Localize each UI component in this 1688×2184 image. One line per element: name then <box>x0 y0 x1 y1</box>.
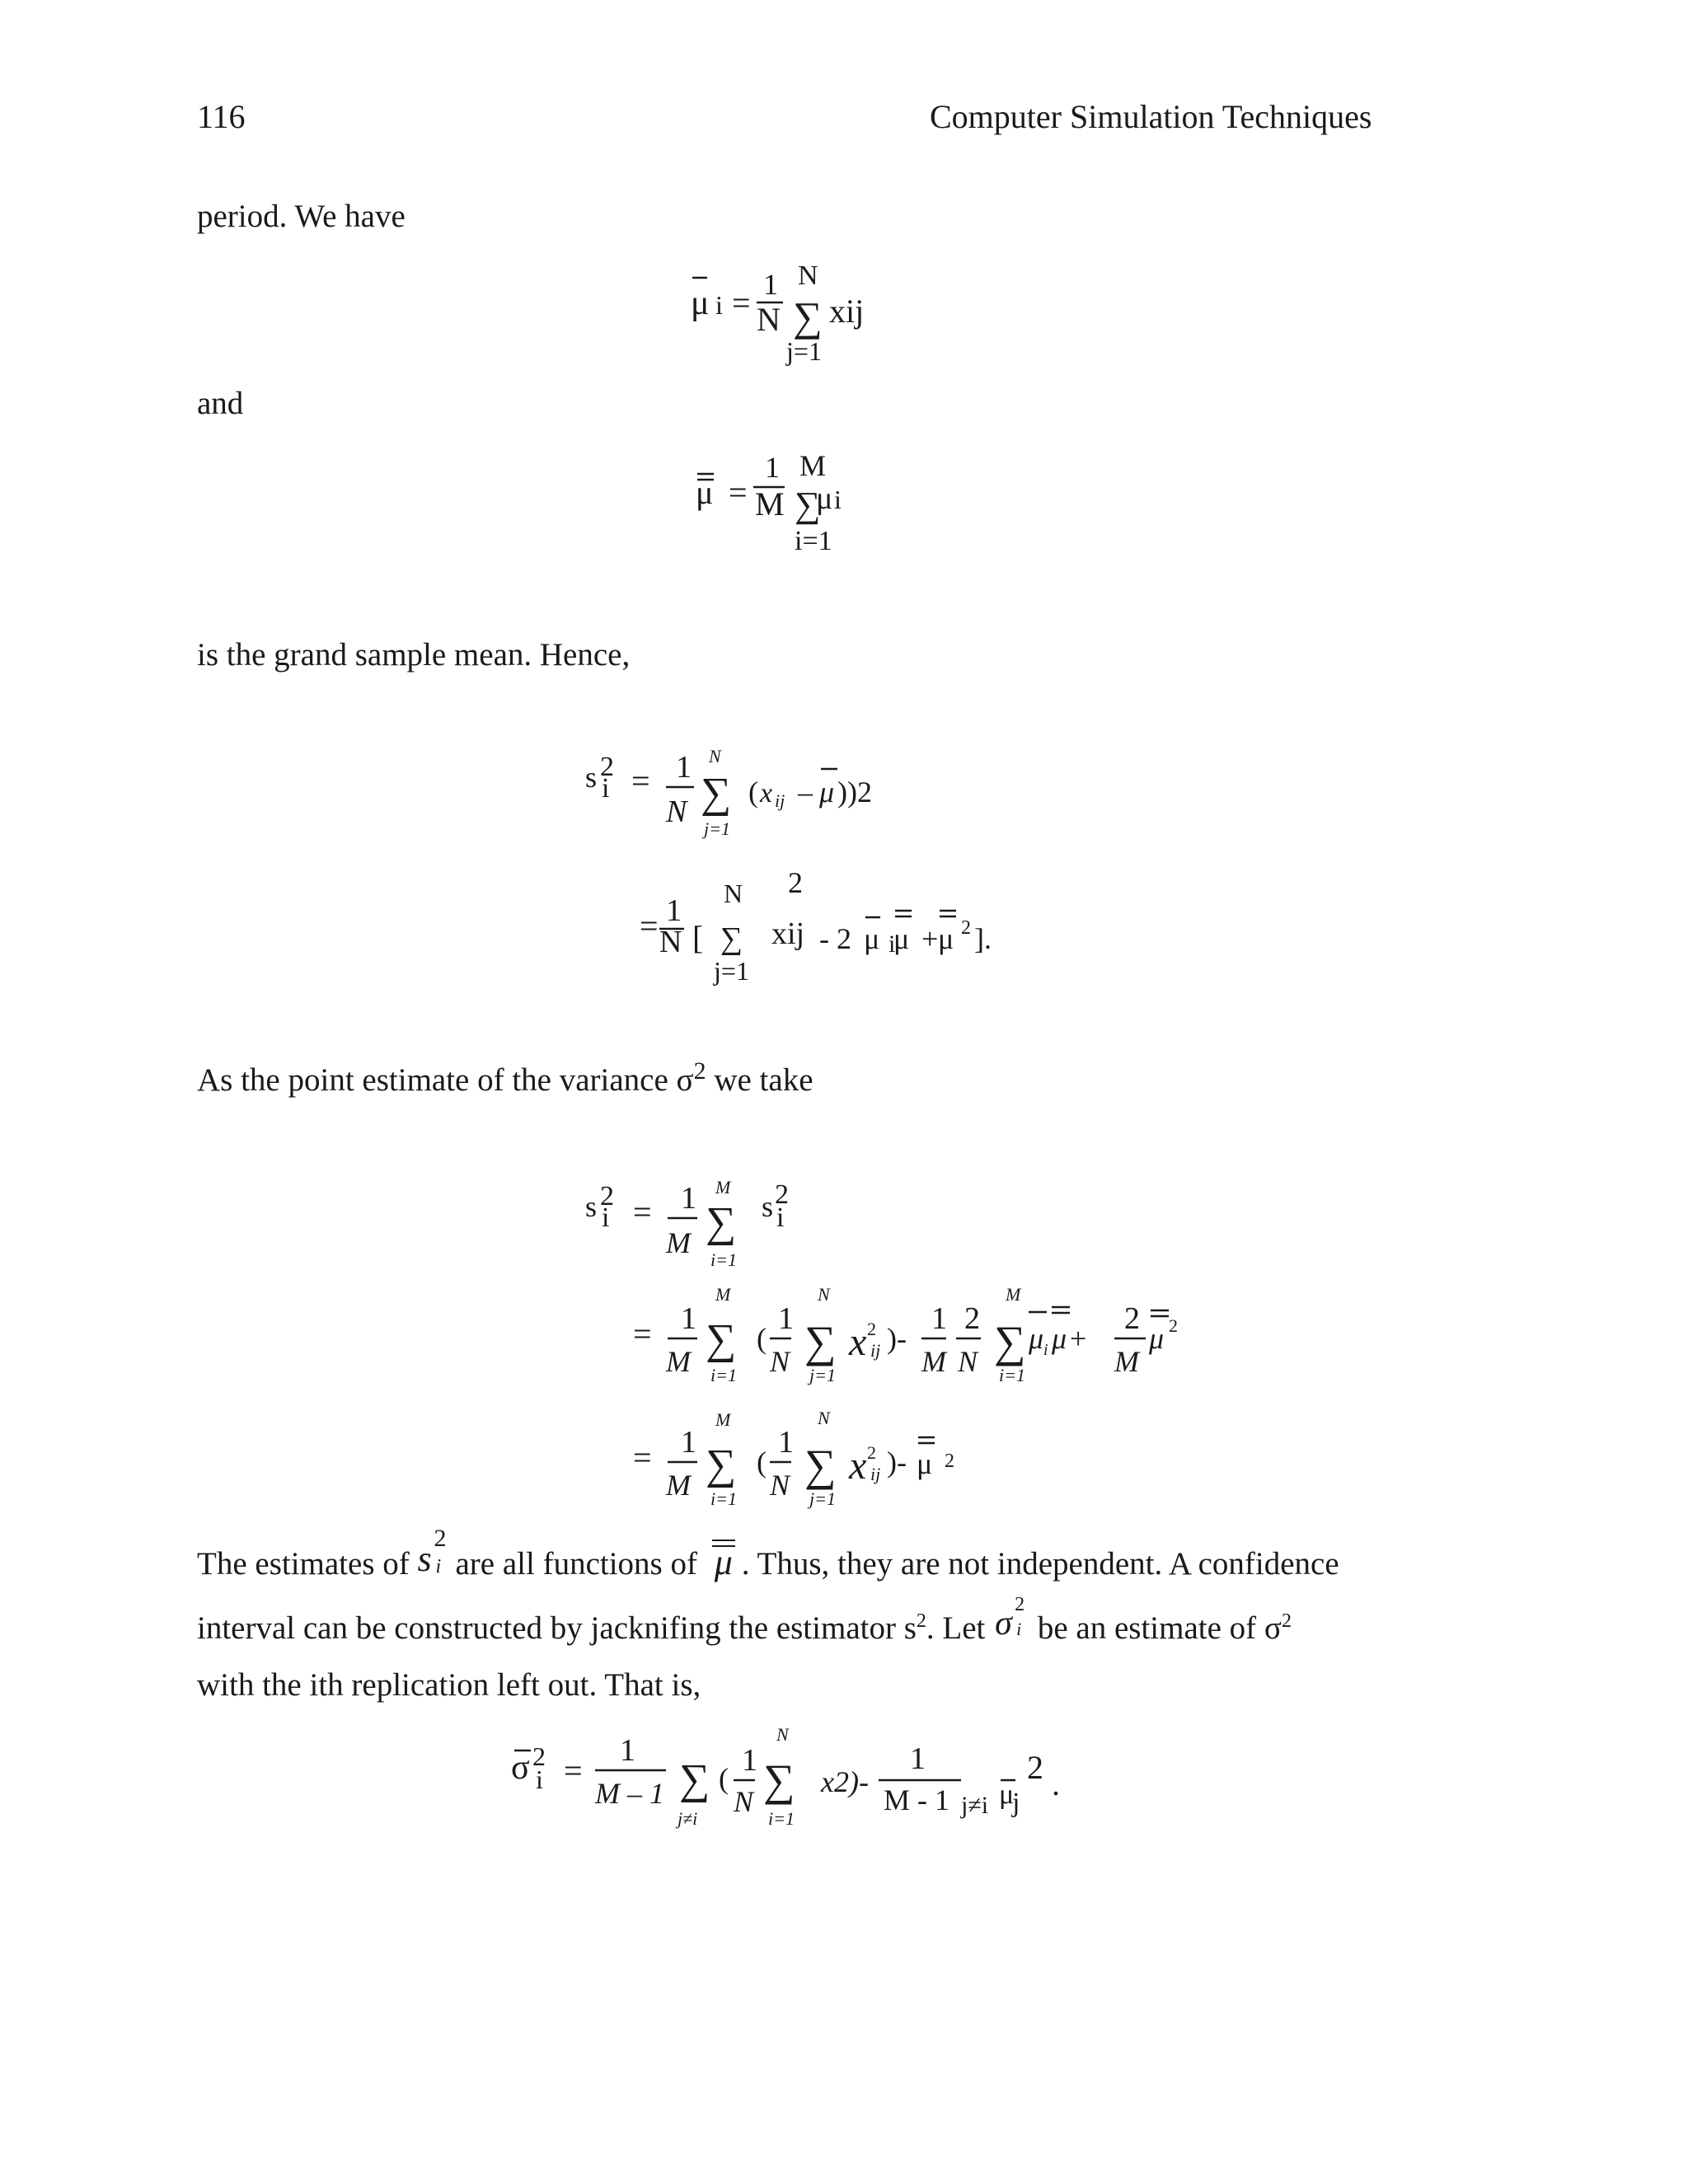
svg-text:j=1: j=1 <box>786 336 822 366</box>
svg-text:1: 1 <box>681 1425 696 1460</box>
svg-text:=: = <box>732 284 751 321</box>
equation-pooled-variance <box>577 1170 1203 1516</box>
svg-text:i: i <box>602 1202 610 1233</box>
paragraph-point-estimate: As the point estimate of the variance $\sigma^2$ we take <box>197 1057 814 1098</box>
svg-text:M - 1: M - 1 <box>884 1783 950 1816</box>
svg-text:μ: μ <box>938 922 954 955</box>
svg-text:μ: μ <box>696 474 714 511</box>
paragraph-grand-sample-mean: is the grand sample mean. Hence, <box>197 637 631 673</box>
svg-text:i: i <box>536 1765 543 1794</box>
svg-text:ij: ij <box>870 1464 881 1484</box>
svg-text:2: 2 <box>945 1451 954 1472</box>
svg-text:i=1: i=1 <box>999 1365 1025 1385</box>
svg-text:∑: ∑ <box>701 770 732 817</box>
svg-text:2: 2 <box>1027 1749 1043 1786</box>
svg-text:2: 2 <box>775 1179 789 1210</box>
svg-text:N: N <box>958 1345 978 1378</box>
svg-text:ij: ij <box>775 790 785 811</box>
svg-text:+: + <box>1070 1322 1087 1355</box>
svg-text:2: 2 <box>867 1319 876 1339</box>
paragraph-period: period. We have <box>197 199 406 234</box>
inline-si2: s 2 i <box>417 1525 447 1579</box>
svg-text:∑: ∑ <box>793 293 823 340</box>
inline-grand-mean: μ <box>706 1541 742 1583</box>
svg-text:i=1: i=1 <box>710 1365 737 1385</box>
svg-text:i=1: i=1 <box>710 1249 737 1270</box>
svg-text:1: 1 <box>931 1301 947 1336</box>
svg-text:∑: ∑ <box>804 1441 837 1490</box>
svg-text:2: 2 <box>1124 1301 1140 1336</box>
svg-text:μ: μ <box>1029 1322 1044 1355</box>
svg-text:j=1: j=1 <box>809 1488 836 1509</box>
svg-text:1: 1 <box>742 1743 757 1778</box>
svg-text:i: i <box>1043 1341 1048 1359</box>
svg-text:N: N <box>666 794 687 829</box>
svg-text:i: i <box>889 930 896 958</box>
svg-text:(: ( <box>757 1446 767 1479</box>
svg-text:μ: μ <box>917 1447 933 1480</box>
svg-text:M: M <box>715 1284 731 1305</box>
svg-text:1: 1 <box>763 268 778 301</box>
svg-text:j=1: j=1 <box>714 956 749 986</box>
svg-text:μ: μ <box>893 922 910 955</box>
svg-text:2: 2 <box>867 1442 876 1463</box>
svg-text:x: x <box>760 778 773 808</box>
svg-text:μ: μ <box>1052 1322 1067 1355</box>
svg-text:x: x <box>849 1320 867 1364</box>
svg-text:x: x <box>849 1444 867 1488</box>
svg-text:M: M <box>666 1469 691 1502</box>
svg-text:M: M <box>715 1177 731 1197</box>
svg-text:=: = <box>633 1315 652 1352</box>
svg-text:μ: μ <box>819 776 835 808</box>
svg-text:N: N <box>724 879 743 908</box>
svg-text:N: N <box>818 1284 830 1305</box>
svg-text:2: 2 <box>964 1301 980 1336</box>
svg-text:=: = <box>640 907 659 944</box>
svg-text:M: M <box>755 485 785 523</box>
page-number: 116 <box>197 98 246 135</box>
svg-text:j≠i: j≠i <box>961 1792 989 1819</box>
svg-text:∑: ∑ <box>994 1317 1026 1366</box>
svg-text:- 2: - 2 <box>819 922 851 955</box>
running-title: Computer Simulation Techniques <box>930 98 1372 135</box>
svg-text:M: M <box>799 449 827 482</box>
svg-text:N: N <box>757 301 781 338</box>
svg-text:M: M <box>921 1345 946 1378</box>
svg-text:μ: μ <box>816 481 833 516</box>
svg-text:[: [ <box>692 919 704 956</box>
svg-text:μ: μ <box>864 922 880 955</box>
svg-text:N: N <box>709 746 721 766</box>
svg-text:s: s <box>585 1190 598 1223</box>
svg-text:2: 2 <box>1169 1315 1178 1336</box>
svg-text:1: 1 <box>910 1741 926 1776</box>
svg-text:xij: xij <box>771 916 805 951</box>
svg-text:∑: ∑ <box>763 1755 795 1805</box>
svg-text:2: 2 <box>788 866 803 899</box>
svg-text:σ: σ <box>511 1749 530 1787</box>
svg-text:j=1: j=1 <box>809 1365 836 1385</box>
svg-text:μ: μ <box>1149 1322 1165 1355</box>
inline-sigma-i2: σ 2 i <box>995 1594 1025 1643</box>
svg-text:2: 2 <box>961 917 971 939</box>
svg-text:μ: μ <box>691 284 710 322</box>
svg-text:i: i <box>776 1202 785 1233</box>
svg-text:1: 1 <box>765 451 780 484</box>
svg-text:∑: ∑ <box>720 921 743 956</box>
svg-text:1: 1 <box>681 1301 696 1336</box>
svg-text:ij: ij <box>870 1340 881 1361</box>
svg-text:M: M <box>1114 1345 1139 1378</box>
paragraph-and: and <box>197 386 244 421</box>
svg-text:s: s <box>762 1190 774 1223</box>
svg-text:M: M <box>715 1409 731 1430</box>
svg-text:–: – <box>798 776 813 808</box>
svg-text:∑: ∑ <box>706 1316 737 1363</box>
svg-text:xij: xij <box>829 293 865 330</box>
svg-text:N: N <box>770 1345 790 1378</box>
svg-text:=: = <box>729 474 748 511</box>
svg-text:x2)-: x2)- <box>821 1765 869 1798</box>
svg-text:=: = <box>633 1193 652 1230</box>
equation-grand-mean <box>692 449 907 556</box>
svg-text:=: = <box>633 1439 652 1476</box>
svg-text:1: 1 <box>620 1733 635 1768</box>
svg-text:1: 1 <box>666 893 682 928</box>
svg-text:μ: μ <box>999 1779 1015 1810</box>
svg-text:M: M <box>666 1345 691 1378</box>
svg-text:))2: ))2 <box>837 776 872 808</box>
svg-text:(: ( <box>719 1762 729 1795</box>
svg-text:∑: ∑ <box>795 485 821 525</box>
svg-text:+: + <box>921 922 939 955</box>
svg-text:1: 1 <box>676 750 692 785</box>
svg-text:(: ( <box>748 776 758 808</box>
svg-text:N: N <box>659 925 682 959</box>
svg-text:2: 2 <box>532 1741 546 1771</box>
svg-text:N: N <box>770 1469 790 1502</box>
paragraph-estimates: The estimates of s 2 i are all functions of μ . Thus, they are not independent. A confidence <box>197 1525 1339 1582</box>
svg-text:N: N <box>734 1785 754 1818</box>
paragraph-ith-replication: with the ith replication left out. That is, <box>197 1667 701 1703</box>
svg-text:∑: ∑ <box>804 1317 837 1366</box>
svg-text:i: i <box>602 773 610 804</box>
svg-text:)-: )- <box>887 1322 907 1355</box>
svg-text:=: = <box>564 1752 583 1789</box>
paragraph-jacknifing: interval can be constructed by jacknifing the estimator $s^2$. Let σ 2 i be an estimate of $\sigma^2$ <box>197 1594 1292 1646</box>
svg-text:2: 2 <box>600 752 614 782</box>
svg-text:.: . <box>1052 1765 1060 1802</box>
svg-text:i=1: i=1 <box>795 526 832 556</box>
svg-text:i=1: i=1 <box>710 1488 737 1509</box>
svg-text:N: N <box>818 1408 830 1428</box>
svg-text:i=1: i=1 <box>768 1808 795 1829</box>
svg-text:∑: ∑ <box>679 1756 710 1803</box>
svg-text:N: N <box>798 260 818 291</box>
svg-text:1: 1 <box>778 1301 794 1336</box>
svg-text:1: 1 <box>681 1181 696 1216</box>
svg-text:M – 1: M – 1 <box>595 1777 664 1810</box>
svg-text:i: i <box>834 485 842 514</box>
svg-text:∑: ∑ <box>706 1199 737 1246</box>
svg-text:s: s <box>585 761 598 794</box>
svg-text:)-: )- <box>887 1446 907 1479</box>
svg-text:j≠i: j≠i <box>678 1808 698 1829</box>
svg-text:j: j <box>1012 1788 1020 1818</box>
svg-text:i: i <box>715 290 723 320</box>
svg-text:M: M <box>666 1226 691 1259</box>
svg-text:M: M <box>1006 1284 1021 1305</box>
svg-text:2: 2 <box>600 1181 614 1212</box>
svg-text:(: ( <box>757 1322 767 1355</box>
equation-jackknife-sigma <box>503 1722 1096 1838</box>
svg-text:∑: ∑ <box>706 1441 737 1488</box>
svg-text:=: = <box>631 762 650 799</box>
svg-text:].: ]. <box>974 922 992 955</box>
svg-text:N: N <box>776 1724 789 1745</box>
equation-sample-variance <box>577 746 1039 985</box>
svg-text:1: 1 <box>778 1425 794 1460</box>
equation-sample-mean <box>684 260 898 367</box>
svg-text:j=1: j=1 <box>704 818 730 839</box>
